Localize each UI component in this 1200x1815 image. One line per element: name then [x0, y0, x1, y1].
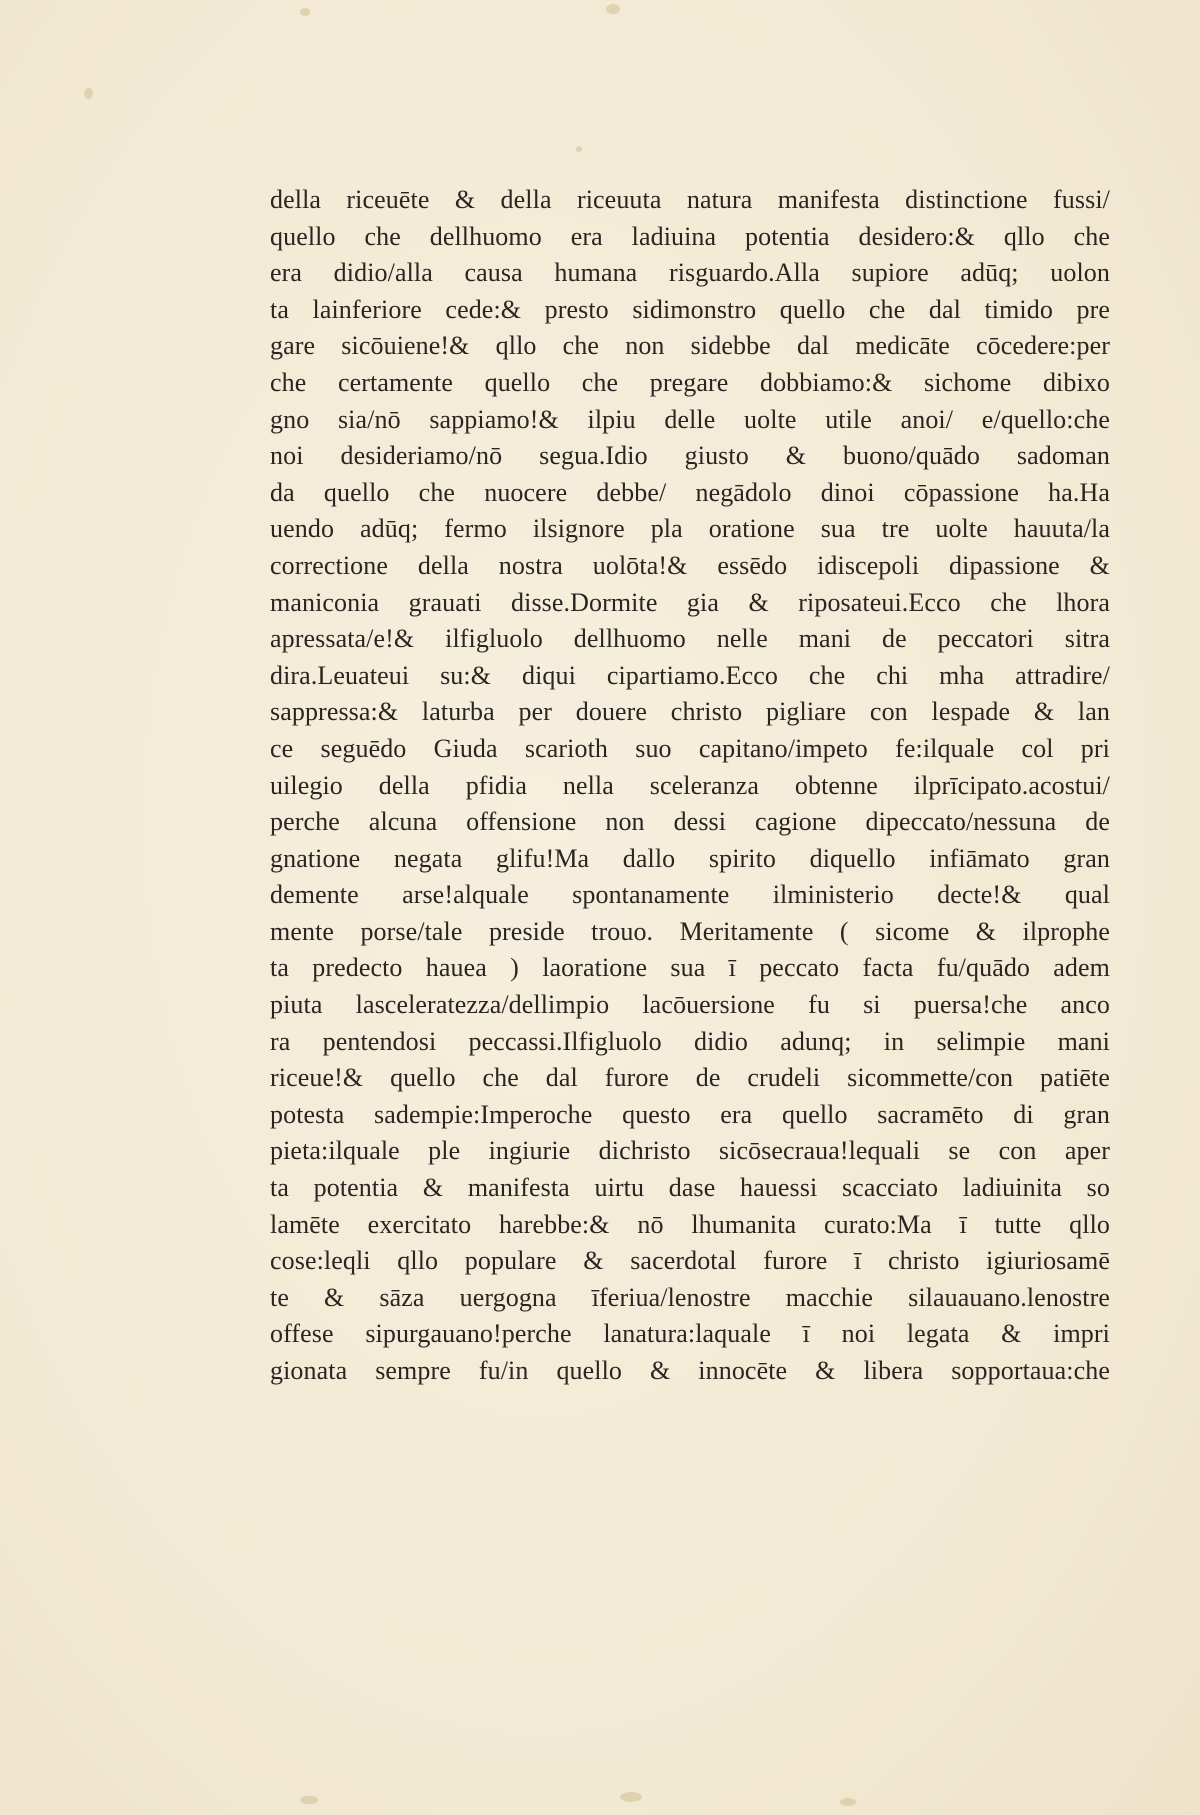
text-line: mente porse/tale preside trouo. Meritamente ( sicome & ilprophe	[270, 916, 1110, 946]
paper-speck	[620, 1792, 642, 1802]
text-line: riceue!& quello che dal furore de crudeli sicommette/con patiēte	[270, 1063, 1110, 1093]
text-line: ta potentia & manifesta uirtu dase hauessi scacciato ladiuinita so	[270, 1173, 1110, 1203]
text-line: offese sipurgauano!perche lanatura:laquale ī noi legata & impri	[270, 1319, 1110, 1349]
text-line: perche alcuna offensione non dessi cagione dipeccato/nessuna de	[270, 807, 1110, 837]
text-line: ra pentendosi peccassi.Ilfigluolo didio adunq; in selimpie mani	[270, 1026, 1110, 1056]
text-line: lamēte exercitato harebbe:& nō lhumanita curato:Ma ī tutte qllo	[270, 1209, 1110, 1239]
text-line: era didio/alla causa humana risguardo.Alla supiore adūq; uolon	[270, 258, 1110, 288]
text-line: da quello che nuocere debbe/ negādolo dinoi cōpassione ha.Ha	[270, 477, 1110, 507]
text-line: uendo adūq; fermo ilsignore pla oratione sua tre uolte hauuta/la	[270, 514, 1110, 544]
text-line: pieta:ilquale ple ingiurie dichristo sicōsecraua!lequali se con aper	[270, 1136, 1110, 1166]
text-line: gionata sempre fu/in quello & innocēte & libera sopportaua:che	[270, 1356, 1110, 1385]
text-line: ta predecto hauea ) laoratione sua ī peccato facta fu/quādo adem	[270, 953, 1110, 983]
text-line: demente arse!alquale spontanamente ilministerio decte!& qual	[270, 880, 1110, 910]
paper-speck	[84, 88, 93, 99]
text-line: sappressa:& laturba per douere christo pigliare con lespade & lan	[270, 697, 1110, 727]
text-line: correctione della nostra uolōta!& essēdo idiscepoli dipassione &	[270, 550, 1110, 580]
text-line: gare sicōuiene!& qllo che non sidebbe dal medicāte cōcedere:per	[270, 331, 1110, 361]
text-line: ta lainferiore cede:& presto sidimonstro quello che dal timido pre	[270, 294, 1110, 324]
paper-speck	[300, 8, 310, 16]
text-line: maniconia grauati disse.Dormite gia & riposateui.Ecco che lhora	[270, 587, 1110, 617]
text-line: quello che dellhuomo era ladiuina potentia desidero:& qllo che	[270, 221, 1110, 251]
text-line: uilegio della pfidia nella sceleranza obtenne ilprīcipato.acostui/	[270, 770, 1110, 800]
text-line: apressata/e!& ilfigluolo dellhuomo nelle mani de peccatori sitra	[270, 624, 1110, 654]
text-line: che certamente quello che pregare dobbiamo:& sichome dibixo	[270, 367, 1110, 397]
text-line: gno sia/nō sappiamo!& ilpiu delle uolte utile anoi/ e/quello:che	[270, 404, 1110, 434]
text-line: piuta lasceleratezza/dellimpio lacōuersione fu si puersa!che anco	[270, 990, 1110, 1020]
text-line: potesta sadempie:Imperoche questo era quello sacramēto di gran	[270, 1099, 1110, 1129]
paper-speck	[606, 4, 620, 14]
text-line: dira.Leuateui su:& diqui cipartiamo.Ecco che chi mha attradire/	[270, 660, 1110, 690]
paper-speck	[576, 146, 582, 152]
text-line: gnatione negata glifu!Ma dallo spirito diquello infiāmato gran	[270, 843, 1110, 873]
body-text	[270, 182, 1110, 1390]
paper-speck	[840, 1798, 856, 1806]
text-line: cose:leqli qllo populare & sacerdotal furore ī christo igiuriosamē	[270, 1246, 1110, 1276]
text-line: te & sāza uergogna īferiua/lenostre macchie silauauano.lenostre	[270, 1282, 1110, 1312]
text-line: ce seguēdo Giuda scarioth suo capitano/impeto fe:ilquale col pri	[270, 733, 1110, 763]
paper-speck	[300, 1796, 318, 1804]
text-line: noi desideriamo/nō segua.Idio giusto & buono/quādo sadoman	[270, 441, 1110, 471]
text-line: della riceuēte & della riceuuta natura manifesta distinctione fussi/	[270, 185, 1110, 214]
